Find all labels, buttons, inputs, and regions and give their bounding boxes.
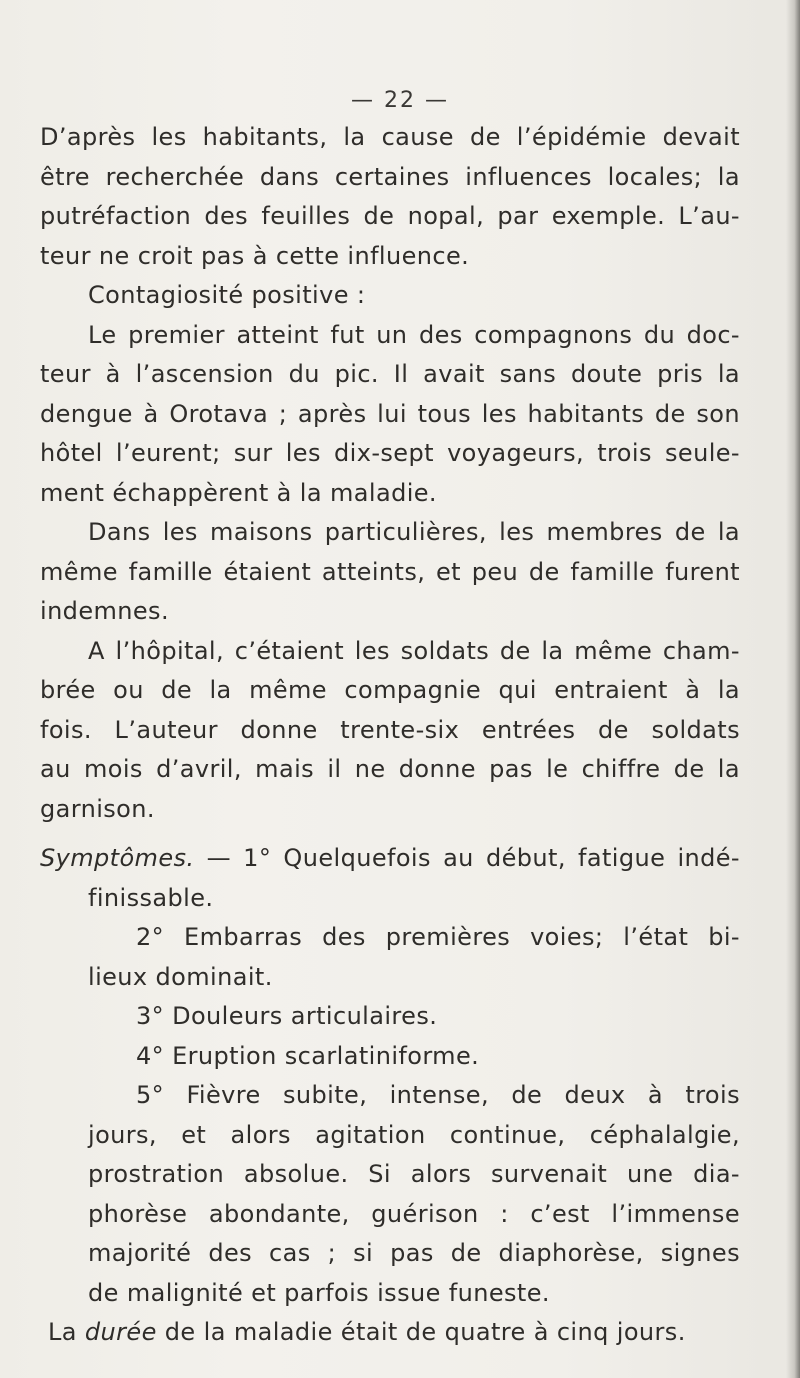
symptom-line: prostration absolue. Si alors survenait une dia- [88,1160,740,1188]
paragraph-line: fois. L’auteur donne trente-six entrées de soldats [40,715,740,744]
paragraph-line: indemnes. [40,597,169,625]
paragraph-line: garnison. [40,794,155,823]
symptom-line: 4° Eruption scarlatiniforme. [136,1041,480,1070]
paragraph-line: dengue à Orotava ; après lui tous les habitants de son [40,399,740,428]
duration-line [40,1313,740,1353]
paragraph-line: brée ou de la même compagnie qui entraient à la [40,676,740,704]
symptoms-first-item: — 1° Quelquefois au début, fatigue indé- [194,844,740,872]
symptom-line: finissable. [88,883,214,912]
symptom-line: 5° Fièvre subite, intense, de deux à trois [136,1081,740,1109]
symptom-line: lieux dominait. [88,962,273,991]
paragraph-line: putréfaction des feuilles de nopal, par exemple. L’au- [40,202,740,230]
symptom-line: de malignité et parfois issue funeste. [88,1278,550,1307]
paragraph-line: Le premier atteint fut un des compagnons du doc- [88,320,740,349]
paragraph-line: hôtel l’eurent; sur les dix-sept voyageurs, trois seule- [40,439,740,467]
duration-after: de la maladie était de quatre à cinq jours. [156,1318,686,1346]
symptoms-heading: Symptômes. [40,844,195,872]
paragraph-line: être recherchée dans certaines influences locales; la [40,162,740,191]
paragraph-line: D’après les habitants, la cause de l’épidémie devait [40,123,740,151]
duration-emphasis: durée [84,1318,157,1346]
paragraph-line: au mois d’avril, mais il ne donne pas le chiffre de la [40,755,740,783]
paragraph-line: même famille étaient atteints, et peu de famille furent [40,557,740,586]
symptom-line: 3° Douleurs articulaires. [136,1002,438,1030]
duration-before: La [48,1318,85,1346]
page-edge-shadow [786,0,800,1378]
symptoms-first-line [40,839,740,879]
page-number: — 22 — [351,88,449,113]
paragraph-line: teur à l’ascension du pic. Il avait sans doute pris la [40,360,740,388]
symptom-line: majorité des cas ; si pas de diaphorèse, signes [88,1239,740,1267]
paragraph-line: A l’hôpital, c’étaient les soldats de la même cham- [88,636,740,665]
symptom-line: phorèse abondante, guérison : c’est l’immense [88,1199,740,1228]
symptom-line: jours, et alors agitation continue, céphalalgie, [88,1120,740,1149]
paragraph-line: Contagiosité positive : [88,281,366,309]
paragraph-line: Dans les maisons particulières, les membres de la [88,518,740,546]
symptom-line: 2° Embarras des premières voies; l’état bi- [136,923,740,951]
paragraph-line: teur ne croit pas à cette influence. [40,241,470,270]
body-text [40,118,740,1353]
paragraph-line: ment échappèrent à la maladie. [40,478,437,507]
